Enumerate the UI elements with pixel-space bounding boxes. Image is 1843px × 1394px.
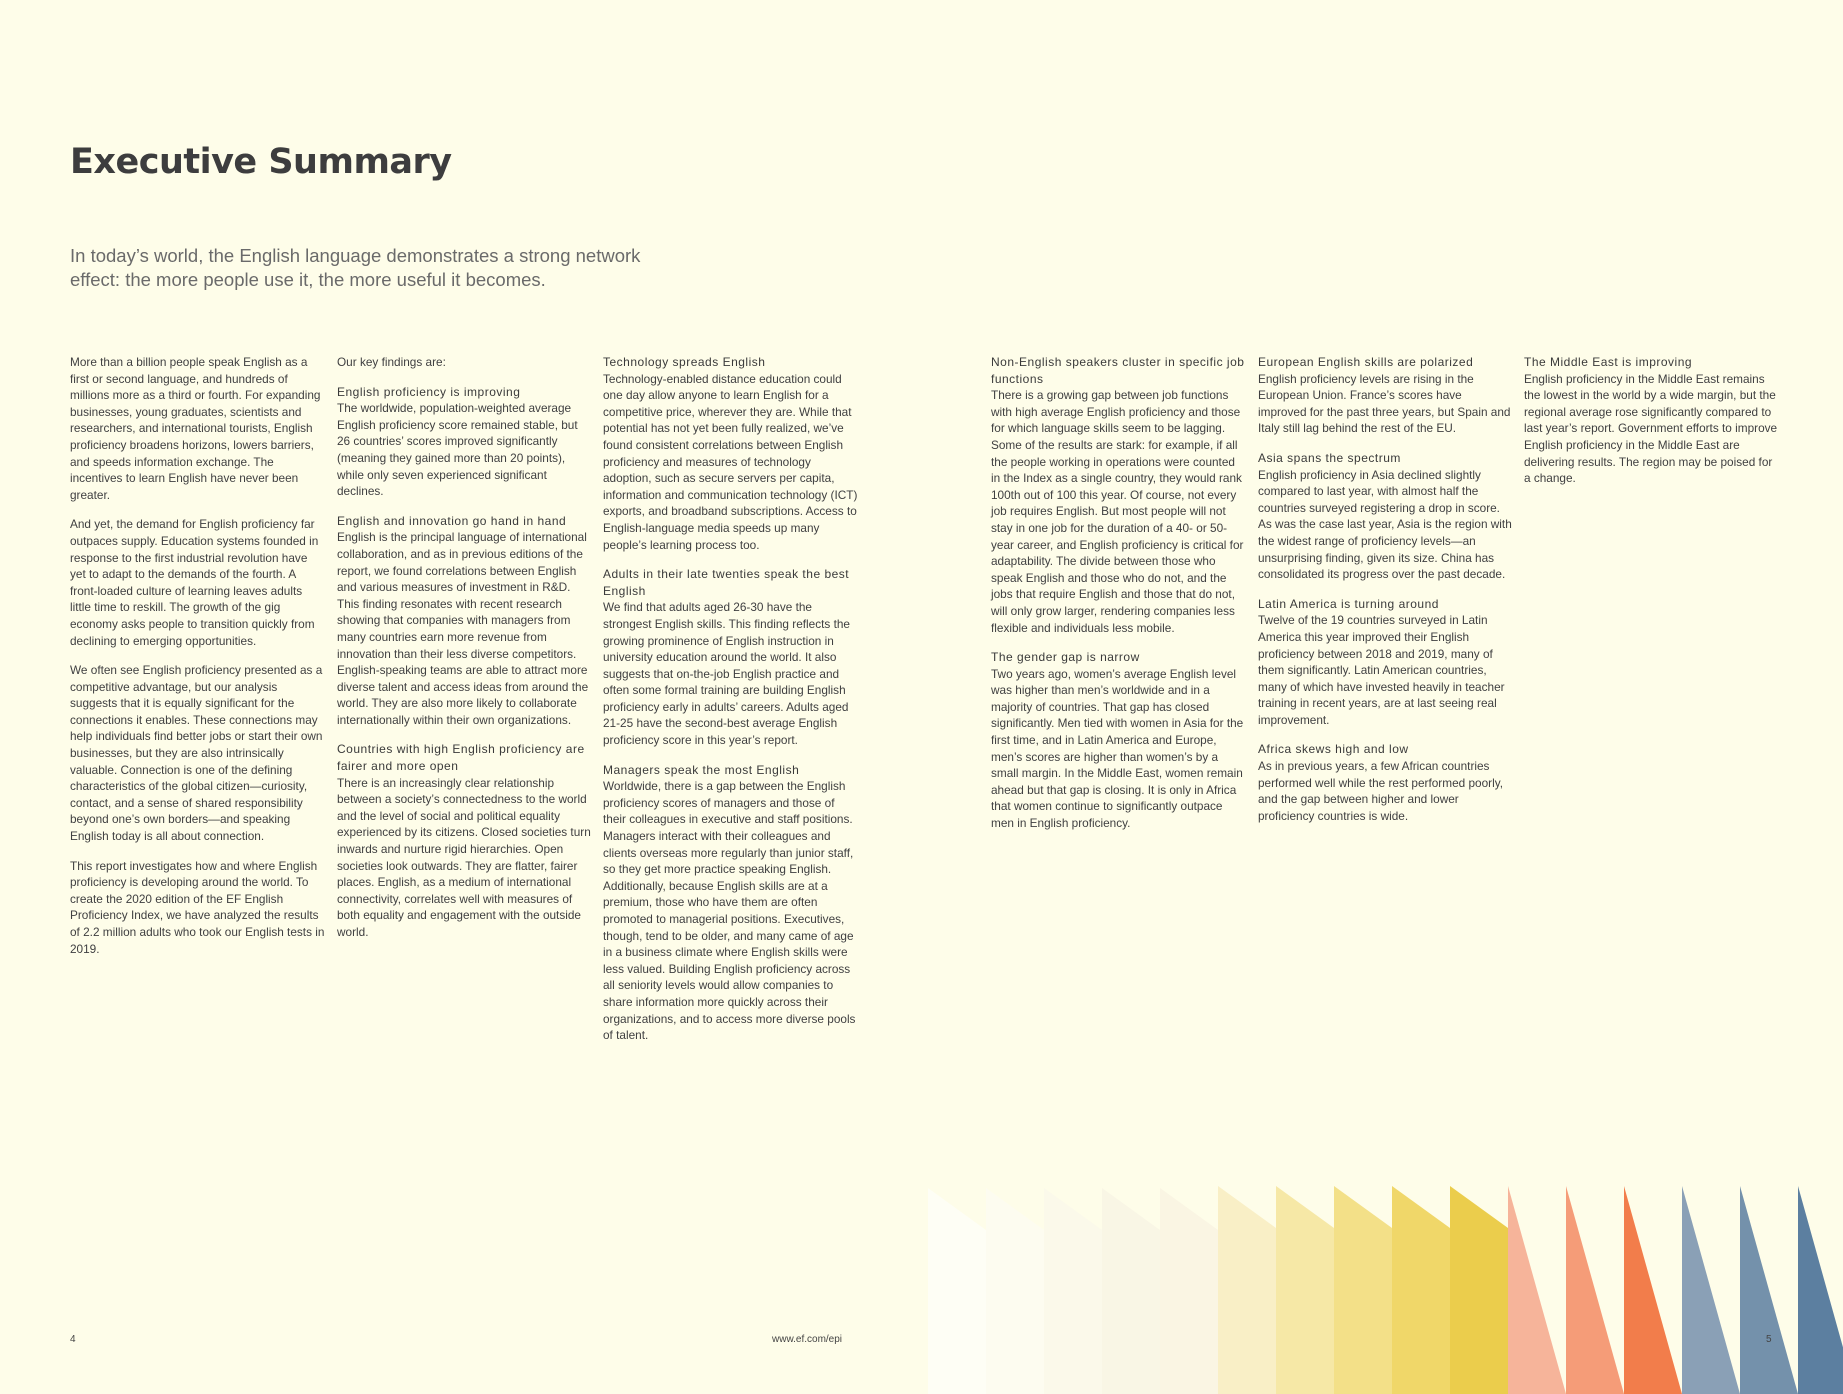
- section-heading: The gender gap is narrow: [991, 650, 1140, 665]
- section-body: The worldwide, population-weighted average English proficiency score remained stable, but 26 countries’ scores improved significantly (meaning they gained more than 20 points), while only seven experienced significant declines.: [337, 401, 578, 499]
- pattern-strip: [1450, 1186, 1508, 1394]
- section-heading: Africa skews high and low: [1258, 742, 1409, 757]
- pattern-strip: [986, 1188, 1044, 1394]
- paragraph: And yet, the demand for English proficiency far outpaces supply. Education systems founded in response to the first industrial revolution have yet to adapt to the demands of the fourth. A front-loaded culture of learning leaves adults little time to reskill. The growth of the gig economy asks people to transition quickly from declining to emerging opportunities.: [70, 517, 319, 648]
- pattern-strip: [1160, 1188, 1218, 1394]
- section-body: Technology-enabled distance education could one day allow anyone to learn English for a competitive price, wherever they are. While that potential has not yet been fully realized, we’ve found consistent correlations between English proficiency and measures of technology adoption, such as secure servers per capita, information and communication technology (ICT) exports, and broadband subscriptions. Access to English-language media speeds up many people’s learning process too.: [603, 371, 858, 552]
- intro-text: In today’s world, the English language demonstrates a strong network effect: the more people use it, the more useful it becomes.: [70, 245, 641, 290]
- section-heading: The Middle East is improving: [1524, 355, 1693, 369]
- section-heading: English and innovation go hand in hand: [337, 513, 567, 528]
- paragraph: More than a billion people speak English as a first or second language, and hundreds of millions more as a third or fourth. For expanding businesses, young graduates, scientists and researchers, and international tourists, English proficiency broadens horizons, lowers barriers, and speeds information exchange. The incentives to learn English have never been greater.: [70, 355, 321, 502]
- findings-lead: Our key findings are:: [337, 355, 446, 369]
- section-heading: Adults in their late twenties speak the best English: [603, 567, 850, 598]
- page-number-right: 5: [1766, 1334, 1772, 1345]
- section-heading: Technology spreads English: [603, 355, 766, 369]
- pattern-strip: [1624, 1186, 1682, 1394]
- pattern-strip: [1682, 1186, 1740, 1394]
- section-body: There is a growing gap between job functions with high average English proficiency and those for which language skills seem to be lagging. Some of the results are stark: for example, if all the people working in operations were counted in the Index as a single country, they would rank 100th out of 100 this year. Of course, not every job requires English. But most people will not stay in one job for the duration of a 40- or 50-year career, and English proficiency is critical for adaptability. The divide between those who speak English and those who do not, and the jobs that require English and those that do not, will only grow larger, rendering companies less flexible and individuals less mobile.: [991, 388, 1244, 635]
- pattern-strip: [1508, 1186, 1566, 1394]
- pattern-strip: [1044, 1188, 1102, 1394]
- pattern-strip: [1334, 1186, 1392, 1394]
- section-body: We find that adults aged 26-30 have the strongest English skills. This finding reflects the growing prominence of English instruction in university education around the world. It also suggests that on-the-job English practice and often some formal training are building English proficiency early in adults’ careers. Adults aged 21-25 have the second-best average English proficiency score in this year’s report.: [603, 600, 850, 748]
- pattern-strip: [1798, 1186, 1843, 1394]
- pattern-strip: [1566, 1186, 1624, 1394]
- section-heading: Non-English speakers cluster in specific job functions: [991, 355, 1245, 386]
- section-heading: European English skills are polarized: [1258, 355, 1474, 369]
- pattern-strip: [1392, 1186, 1450, 1394]
- section-body: Worldwide, there is a gap between the English proficiency scores of managers and those of their colleagues in executive and staff positions. Managers interact with their colleagues and clients overseas more regularly than junior staff, so they get more practice speaking English. Additionally, because English skills are at a premium, those who have them are often promoted to managerial positions. Executives, though, tend to be older, and many came of age in a business climate where English skills were less valued. Building English proficiency across all seniority levels would allow companies to share information more quickly across their organizations, and to access more diverse pools of talent.: [603, 779, 856, 1043]
- section-body: As in previous years, a few African countries performed well while the rest performed poorly, and the gap between higher and lower proficiency countries is wide.: [1258, 759, 1503, 823]
- section-body: English proficiency in the Middle East remains the lowest in the world by a wide margin, but the regional average rose significantly compared to last year’s report. Government efforts to improve English proficiency in the Middle East are delivering results. The region may be poised for a change.: [1524, 371, 1778, 486]
- page-number-left: 4: [70, 1334, 76, 1345]
- pattern-strip: [1740, 1186, 1798, 1394]
- paragraph: This report investigates how and where English proficiency is developing around the world. To create the 2020 edition of the EF English Proficiency Index, we have analyzed the results of 2.2 million adults who took our English tests in 2019.: [70, 858, 325, 956]
- section-body: There is an increasingly clear relationship between a society’s connectedness to the world and the level of social and political equality experienced by its citizens. Closed societies turn inwards and nurture rigid hierarchies. Open societies look outwards. They are flatter, fairer places. English, as a medium of international connectivity, correlates well with measures of both equality and engagement with the outside world.: [337, 775, 591, 939]
- section-heading: Managers speak the most English: [603, 762, 800, 777]
- pattern-strip: [1218, 1186, 1276, 1394]
- section-body: Twelve of the 19 countries surveyed in Latin America this year improved their English proficiency between 2018 and 2019, many of them significantly. Latin American countries, many of which have invested heavily in teacher training in recent years, are at last seeing real improvement.: [1258, 613, 1505, 727]
- pattern-strip: [1276, 1186, 1334, 1394]
- section-body: English is the principal language of international collaboration, and as in previous editions of the report, we found correlations between English and various measures of investment in R&D. This finding resonates with recent research showing that companies with managers from many countries earn more revenue from innovation than their less diverse competitors. English-speaking teams are able to attract more diverse talent and access ideas from around the world. They are also more likely to collaborate internationally within their own organizations.: [337, 530, 589, 727]
- section-heading: Asia spans the spectrum: [1258, 450, 1401, 465]
- section-heading: English proficiency is improving: [337, 384, 521, 399]
- pattern-strip: [928, 1188, 986, 1394]
- paragraph: We often see English proficiency presented as a competitive advantage, but our analysis suggests that it is equally significant for the connections it enables. These connections may help individuals find better jobs or start their own businesses, but they are also intrinsically valuable. Connection is one of the defining characteristics of the global citizen—curiosity, contact, and a sense of shared responsibility beyond one’s own borders—and speaking English today is all about connection.: [70, 663, 323, 844]
- section-body: English proficiency levels are rising in the European Union. France’s scores have improved for the past three years, but Spain and Italy still lag behind the rest of the EU.: [1258, 371, 1511, 436]
- footer-url: www.ef.com/epi: [772, 1334, 843, 1345]
- section-body: English proficiency in Asia declined slightly compared to last year, with almost half the countries surveyed registering a drop in score. As was the case last year, Asia is the region with the widest range of proficiency levels—an unsurprising finding, given its size. China has consolidated its progress over the past decade.: [1258, 467, 1512, 582]
- section-body: Two years ago, women’s average English level was higher than men’s worldwide and in a majority of countries. That gap has closed significantly. Men tied with women in Asia for the first time, and in Latin America and Europe, men’s scores are higher than women’s by a small margin. In the Middle East, women remain ahead but that gap is closing. It is only in Africa that women continue to significantly outpace men in English proficiency.: [991, 666, 1244, 831]
- section-heading: Latin America is turning around: [1258, 596, 1439, 611]
- page-title: Executive Summary: [70, 142, 452, 182]
- section-heading: Countries with high English proficiency are fairer and more open: [337, 742, 585, 774]
- pattern-strip: [1102, 1188, 1160, 1394]
